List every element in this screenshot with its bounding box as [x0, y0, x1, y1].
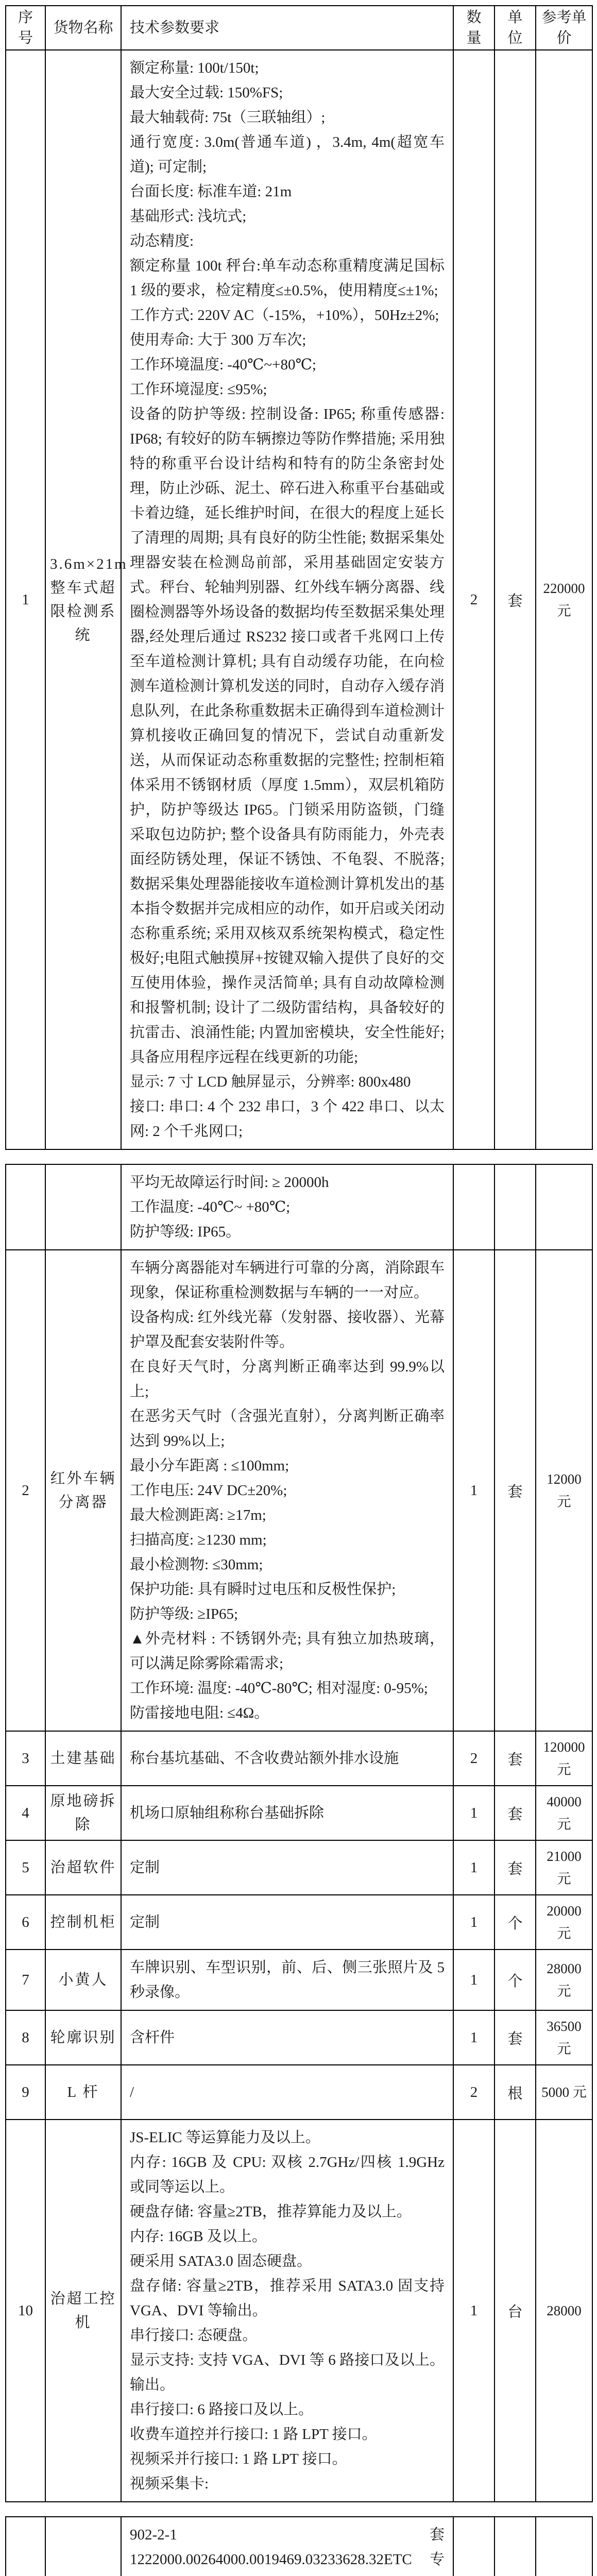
- name-cell: [45, 1164, 121, 1250]
- name-cell: [45, 2517, 121, 2576]
- spec-paragraph: 收费车道控并行接口: 1 路 LPT 接口。: [130, 2426, 377, 2443]
- unit-cell: 套: [494, 1731, 536, 1786]
- table-row: [6, 1950, 592, 2010]
- spec-paragraph: 盘存储: 容量≥2TB，推荐采用 SATA3.0 固支持 VGA、DVI 等输出。: [130, 2278, 445, 2319]
- spec-table-3: [5, 2516, 593, 2576]
- seq-cell: 6: [6, 1895, 45, 1950]
- unit-cell: 个: [494, 1895, 536, 1950]
- spec-paragraph: 902-2-1 套 1222000.00264000.0019469.03233628.32ETC 专: [130, 2527, 445, 2568]
- unit-cell: 套: [494, 2010, 536, 2065]
- spec-cell: [121, 1950, 453, 2010]
- price-cell: 5000 元: [536, 2065, 592, 2120]
- spec-cell: [121, 1895, 453, 1950]
- spec-paragraph: 台面长度: 标准车道: 21m: [130, 183, 292, 200]
- spec-paragraph: 工作方式: 220V AC（-15%，+10%），50Hz±2%;: [130, 307, 439, 324]
- price-cell: [536, 2517, 592, 2576]
- price-cell: 36500 元: [536, 2010, 592, 2065]
- name-cell: 轮廓识别: [45, 2010, 121, 2065]
- spec-paragraph: 视频采并行接口: 1 路 LPT 接口。: [130, 2451, 347, 2467]
- seq-cell: 2: [6, 1250, 45, 1731]
- spec-paragraph: JS-ELIC 等运算能力及以上。: [130, 2129, 320, 2146]
- spec-paragraph: 车辆分离器能对车辆进行可靠的分离，消除跟车现象，保证称重检测数据与车辆的一一对应。: [130, 1260, 445, 1301]
- quantity-cell: 2: [453, 2065, 494, 2120]
- spec-paragraph: 工作环境: 温度: -40℃-80℃; 相对湿度: 0-95%;: [130, 1680, 428, 1697]
- quantity-cell: 1: [453, 1250, 494, 1731]
- spec-cell: [121, 2517, 453, 2576]
- price-cell: 120000 元: [536, 1731, 592, 1786]
- unit-cell: 套: [494, 1840, 536, 1895]
- table-row: [6, 2120, 592, 2502]
- unit-cell: 套: [494, 1786, 536, 1840]
- name-cell: 治超工控机: [45, 2120, 121, 2502]
- table-row: [6, 2010, 592, 2065]
- table-row: [6, 1786, 592, 1840]
- spec-cell: [121, 1786, 453, 1840]
- name-cell: 控制机柜: [45, 1895, 121, 1950]
- spec-cell: [121, 2010, 453, 2065]
- spec-paragraph: 视频采集卡:: [130, 2476, 209, 2492]
- header-qty: 数 量: [453, 6, 494, 50]
- header-seq: 序 号: [6, 6, 45, 50]
- unit-cell: [494, 1164, 536, 1250]
- table-row: [6, 1840, 592, 1895]
- spec-cell: [121, 2120, 453, 2502]
- spec-paragraph: 最小检测物: ≤30mm;: [130, 1556, 263, 1573]
- table-row: [6, 50, 592, 1149]
- name-cell: 3.6m×21m 整车式超限检测系统: [45, 50, 121, 1149]
- spec-paragraph: 车牌识别、车型识别，前、后、侧三张照片及 5 秒录像。: [130, 1959, 445, 2001]
- spec-cell: [121, 1164, 453, 1250]
- spec-paragraph: 额定称量: 100t/150t;: [130, 60, 259, 76]
- seq-cell: 10: [6, 2120, 45, 2502]
- price-cell: 28000: [536, 2120, 592, 2502]
- spec-cell: [121, 50, 453, 1149]
- table-row: [6, 1250, 592, 1731]
- spec-paragraph: 工作环境湿度: ≤95%;: [130, 381, 267, 398]
- header-unit: 单 位: [494, 6, 536, 50]
- price-cell: 21000 元: [536, 1840, 592, 1895]
- unit-cell: 套: [494, 50, 536, 1149]
- quantity-cell: [453, 1164, 494, 1250]
- spec-paragraph: /: [130, 2084, 134, 2100]
- spec-paragraph: 设备的防护等级: 控制设备: IP65; 称重传感器: IP68; 有较好的防车辆擦边等防作弊措施; 采用独特的称重平台设计结构和特有的防尘条密封处理，防止沙砾、泥土、碎石进入称重平台基础或卡着边缝，延长维护时间，在很大的程度上延长了清理的周期; 具有良好的防尘性能; 数据采集处理器安装在检测岛前部，采用基础固定安装方式。秤台、轮轴判别器、红外线车辆分离器、线圈检测器等外场设备的数据均传至数据采集处理器,经处理后通过 RS232 接口或者千兆网口上传至车道检测计算机; 具有自动缓存功能，在向检测车道检测计算机发送的同时，自动存入缓存消息队列，在此条称重数据未正确得到车道检测计算机接收正确回复的情况下，尝试自动重新发送，从而保证动态称重数据的完整性; 控制柜箱体采用不锈钢材质（厚度 1.5mm），双层机箱防护，防护等级达 IP65。门锁采用防盗锁，门缝采取包边防护; 整个设备具有防雨能力，外壳表面经防锈处理，保证不锈蚀、不龟裂、不脱落; 数据采集处理器能接收车道检测计算机发出的基本指令数据并完成相应的动作，如开启或关闭动态称重系统; 采用双核双系统架构模式，稳定性极好;电阻式触摸屏+按键双输入提供了良好的交互使用体验，操作灵活简单; 具有自动故障检测和报警机制; 设计了二级防雷结构，具备较好的抗雷击、浪涌性能; 内置加密模块，安全性能好; 具备应用程序远程在线更新的功能;: [130, 406, 445, 1065]
- quantity-cell: 1: [453, 1840, 494, 1895]
- spec-paragraph: 通行宽度: 3.0m(普通车道) ，3.4m, 4m(超宽车道); 可定制;: [130, 134, 445, 175]
- spec-paragraph: 定制: [130, 1914, 160, 1930]
- spec-paragraph: 显示: 7 寸 LCD 触屏显示，分辨率: 800x480: [130, 1074, 411, 1090]
- price-cell: 220000 元: [536, 50, 592, 1149]
- spec-paragraph: 串行接口: 6 路接口及以上。: [130, 2401, 314, 2418]
- name-cell: 红外车辆分离器: [45, 1250, 121, 1731]
- spec-cell: [121, 1731, 453, 1786]
- quantity-cell: 1: [453, 2010, 494, 2065]
- spec-paragraph: 工作温度: -40℃~ +80℃;: [130, 1199, 291, 1215]
- price-cell: 20000 元: [536, 1895, 592, 1950]
- spec-paragraph: 定制: [130, 1859, 160, 1876]
- table-row: [6, 2065, 592, 2120]
- spec-paragraph: 平均无故障运行时间: ≥ 20000h: [130, 1174, 329, 1191]
- spec-paragraph: 设备构成: 红外线光幕（发射器、接收器）、光幕护罩及配套安装附件等。: [130, 1309, 445, 1350]
- spec-paragraph: 内存: 16GB 及 CPU: 双核 2.7GHz/四核 1.9GHz 或同等运以上。: [130, 2154, 445, 2195]
- price-cell: [536, 1164, 592, 1250]
- seq-cell: 8: [6, 2010, 45, 2065]
- spec-table-1: [5, 5, 593, 1150]
- price-cell: 40000 元: [536, 1786, 592, 1840]
- spec-paragraph: ▲外壳材料 : 不锈钢外壳; 具有独立加热玻璃，可以满足除雾除霜需求;: [130, 1631, 445, 1672]
- spec-cell: [121, 1250, 453, 1731]
- spec-cell: [121, 2065, 453, 2120]
- spec-paragraph: 扫描高度: ≥1230 mm;: [130, 1532, 267, 1548]
- seq-cell: 5: [6, 1840, 45, 1895]
- spec-paragraph: 在恶劣天气时（含强光直射），分离判断正确率达到 99%以上;: [130, 1408, 445, 1449]
- header-price: 参考单价: [536, 6, 592, 50]
- name-cell: 小黄人: [45, 1950, 121, 2010]
- spec-paragraph: 接口: 串口: 4 个 232 串口，3 个 422 串口、以太网: 2 个千兆网口;: [130, 1098, 445, 1140]
- quantity-cell: 1: [453, 1950, 494, 2010]
- name-cell: 治超软件: [45, 1840, 121, 1895]
- table-row: [6, 2517, 592, 2576]
- seq-cell: 1: [6, 50, 45, 1149]
- seq-cell: 3: [6, 1731, 45, 1786]
- spec-paragraph: 最大安全过载: 150%FS;: [130, 84, 283, 101]
- spec-paragraph: 硬采用 SATA3.0 固态硬盘。: [130, 2253, 312, 2269]
- spec-paragraph: 工作环境温度: -40℃~+80℃;: [130, 357, 316, 373]
- quantity-cell: 1: [453, 1786, 494, 1840]
- spec-paragraph: 含杆件: [130, 2029, 175, 2046]
- header-name: 货物名称: [45, 6, 121, 50]
- spec-paragraph: 额定称量 100t 秤台:单车动态称重精度满足国标 1 级的要求，检定精度≤±0.5%，使用精度≤±1%;: [130, 258, 445, 299]
- spec-paragraph: 最大轴载荷: 75t（三联轴组）;: [130, 109, 326, 126]
- spec-paragraph: 串行接口: 态硬盘。: [130, 2327, 258, 2344]
- quantity-cell: 1: [453, 1895, 494, 1950]
- seq-cell: [6, 2517, 45, 2576]
- spec-paragraph: 机场口原轴组称称台基础拆除: [130, 1805, 325, 1821]
- spec-paragraph: 内存: 16GB 及以上。: [130, 2228, 267, 2245]
- price-cell: 28000 元: [536, 1950, 592, 2010]
- spec-table-2: [5, 1164, 593, 2502]
- spec-paragraph: 防雷接地电阻: ≤4Ω。: [130, 1705, 269, 1721]
- unit-cell: 套: [494, 1250, 536, 1731]
- spec-paragraph: 显示支持: 支持 VGA、DVI 等 6 路接口及以上。输出。: [130, 2352, 445, 2393]
- spec-paragraph: 动态精度:: [130, 233, 194, 249]
- price-cell: 12000 元: [536, 1250, 592, 1731]
- quantity-cell: 2: [453, 1731, 494, 1786]
- spec-paragraph: 使用寿命: 大于 300 万车次;: [130, 332, 306, 348]
- table-row: [6, 1731, 592, 1786]
- spec-cell: [121, 1840, 453, 1895]
- unit-cell: 根: [494, 2065, 536, 2120]
- spec-paragraph: 在良好天气时，分离判断正确率达到 99.9%以上;: [130, 1359, 445, 1400]
- name-cell: L 杆: [45, 2065, 121, 2120]
- quantity-cell: 1: [453, 2120, 494, 2502]
- name-cell: 土建基础: [45, 1731, 121, 1786]
- spec-paragraph: 工作电压: 24V DC±20%;: [130, 1482, 287, 1499]
- seq-cell: 4: [6, 1786, 45, 1840]
- spec-paragraph: 硬盘存储: 容量≥2TB，推荐算能力及以上。: [130, 2204, 412, 2220]
- spec-paragraph: 防护等级: ≥IP65;: [130, 1606, 238, 1622]
- spec-paragraph: 最大检测距离: ≥17m;: [130, 1507, 266, 1523]
- table-row: [6, 1895, 592, 1950]
- header-row: [6, 6, 592, 50]
- unit-cell: 台: [494, 2120, 536, 2502]
- spec-paragraph: 保护功能: 具有瞬时过电压和反极性保护;: [130, 1581, 396, 1598]
- seq-cell: [6, 1164, 45, 1250]
- quantity-cell: 2: [453, 50, 494, 1149]
- seq-cell: 7: [6, 1950, 45, 2010]
- seq-cell: 9: [6, 2065, 45, 2120]
- unit-cell: [494, 2517, 536, 2576]
- spec-paragraph: 最小分车距离 : ≤100mm;: [130, 1458, 289, 1474]
- spec-paragraph: 基础形式: 浅坑式;: [130, 208, 247, 225]
- header-spec: 技术参数要求: [121, 6, 453, 50]
- unit-cell: 个: [494, 1950, 536, 2010]
- name-cell: 原地磅拆除: [45, 1786, 121, 1840]
- spec-paragraph: 称台基坑基础、不含收费站额外排水设施: [130, 1750, 399, 1767]
- quantity-cell: [453, 2517, 494, 2576]
- table-row: [6, 1164, 592, 1250]
- spec-paragraph: 防护等级: IP65。: [130, 1224, 241, 1240]
